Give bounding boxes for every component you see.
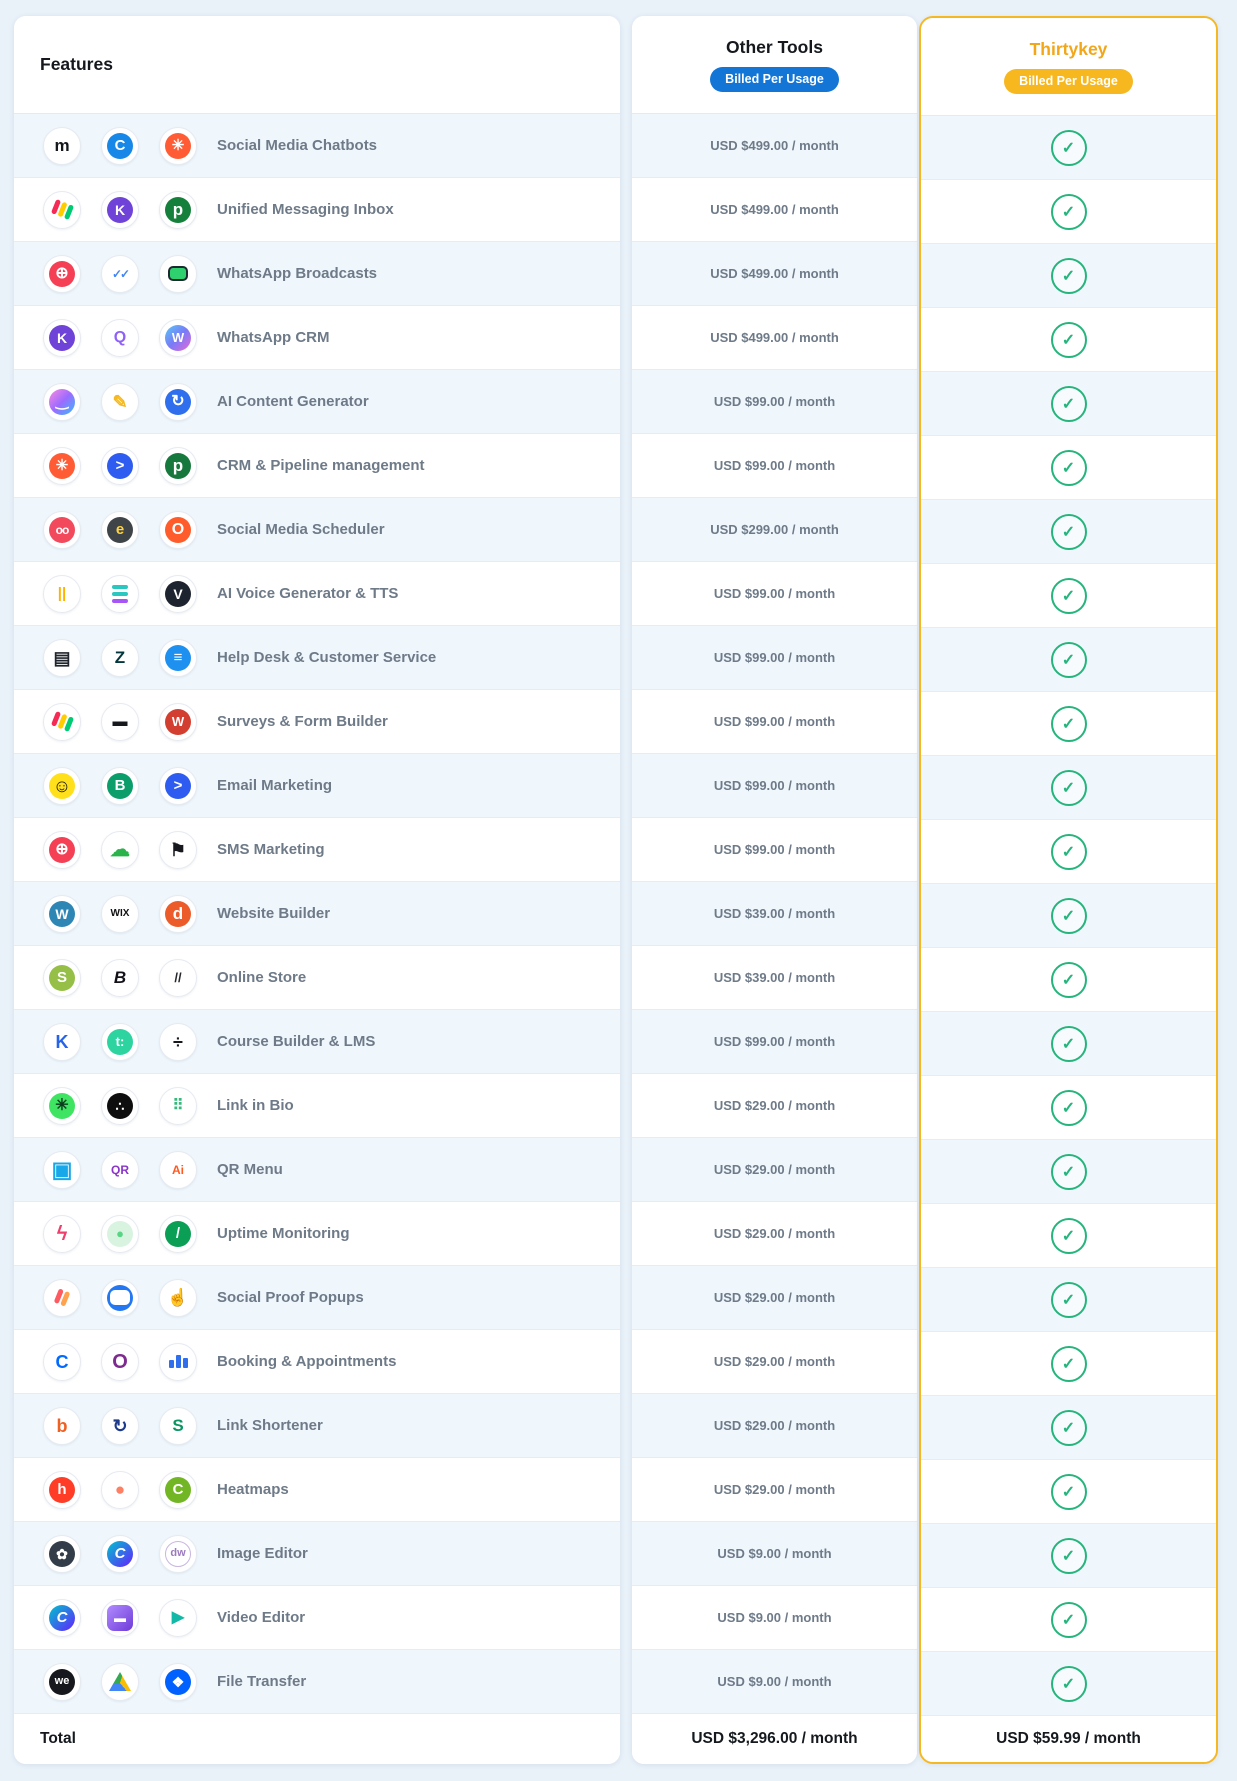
- app-icons: [43, 1087, 197, 1125]
- feature-row: [14, 114, 620, 178]
- other-tools-header: [632, 16, 917, 114]
- check-icon: ✓: [1051, 1666, 1087, 1702]
- price-value: USD $29.00 / month: [713, 1418, 836, 1433]
- manychat-icon: m: [43, 127, 81, 165]
- app-icons: [43, 255, 197, 293]
- included-row: [921, 692, 1216, 756]
- app-icons: [43, 959, 197, 997]
- feature-row: [14, 1522, 620, 1586]
- teachable-icon: t:: [101, 1023, 139, 1061]
- qualified-icon: Q: [101, 319, 139, 357]
- feature-label: Online Store: [217, 969, 307, 986]
- check-icon: ✓: [1051, 322, 1087, 358]
- feature-label: Social Media Scheduler: [217, 521, 385, 538]
- check-icon: ✓: [1051, 898, 1087, 934]
- qr-code-icon: QR: [101, 1151, 139, 1189]
- other-tools-billing-badge: Billed Per Usage: [710, 67, 839, 92]
- feature-row: [14, 434, 620, 498]
- dropbox-icon: ❖: [159, 1663, 197, 1701]
- feature-label: Video Editor: [217, 1609, 306, 1626]
- feature-row: [14, 242, 620, 306]
- chatfuel-icon: C: [101, 127, 139, 165]
- price-row: [632, 1394, 917, 1458]
- total-label: Total: [40, 1730, 76, 1747]
- check-icon: ✓: [1051, 578, 1087, 614]
- feature-row: [14, 1394, 620, 1458]
- feature-row: [14, 1202, 620, 1266]
- check-icon: ✓: [1051, 450, 1087, 486]
- fotor-icon: ✿: [43, 1535, 81, 1573]
- feature-row: [14, 498, 620, 562]
- price-value: USD $499.00 / month: [710, 266, 839, 281]
- price-row: [632, 626, 917, 690]
- price-row: [632, 1010, 917, 1074]
- price-row: [632, 1586, 917, 1650]
- feature-label: Social Media Chatbots: [217, 137, 378, 154]
- feature-row: [14, 818, 620, 882]
- whatsapp-bubble-icon: [159, 255, 197, 293]
- feature-label: File Transfer: [217, 1673, 307, 1690]
- included-row: [921, 1396, 1216, 1460]
- price-value: USD $29.00 / month: [713, 1162, 836, 1177]
- price-value: USD $29.00 / month: [713, 1226, 836, 1241]
- feature-label: Website Builder: [217, 905, 331, 922]
- lightning-bolt-icon: ϟ: [43, 1215, 81, 1253]
- included-row: [921, 244, 1216, 308]
- thirtykey-card: [919, 16, 1218, 1764]
- wix-icon: WIX: [101, 895, 139, 933]
- app-icons: [43, 1215, 197, 1253]
- check-icon: ✓: [1051, 1538, 1087, 1574]
- beacons-icon: ∴: [101, 1087, 139, 1125]
- price-row: [632, 1074, 917, 1138]
- features-rows: [14, 114, 620, 1714]
- kustomer-icon: K: [101, 191, 139, 229]
- included-row: [921, 1588, 1216, 1652]
- app-icons: [43, 575, 197, 613]
- feature-row: [14, 562, 620, 626]
- typeform-icon: ▬: [101, 703, 139, 741]
- included-row: [921, 180, 1216, 244]
- feature-label: Image Editor: [217, 1545, 308, 1562]
- feature-row: [14, 946, 620, 1010]
- wati-doublecheck-icon: ✓✓: [101, 255, 139, 293]
- included-row: [921, 308, 1216, 372]
- thirtykey-rows: [921, 116, 1216, 1716]
- price-value: USD $499.00 / month: [710, 138, 839, 153]
- feature-row: [14, 1010, 620, 1074]
- bigcommerce-icon: B: [101, 959, 139, 997]
- feature-label: Heatmaps: [217, 1481, 289, 1498]
- price-row: [632, 1138, 917, 1202]
- calendly-icon: C: [43, 1343, 81, 1381]
- app-icons: [43, 191, 197, 229]
- feature-label: Surveys & Form Builder: [217, 713, 388, 730]
- linktree-icon: ✳: [43, 1087, 81, 1125]
- app-icons: [43, 895, 197, 933]
- price-row: [632, 754, 917, 818]
- feature-row: [14, 370, 620, 434]
- feature-label: Link Shortener: [217, 1417, 323, 1434]
- feature-label: AI Voice Generator & TTS: [217, 585, 399, 602]
- price-row: [632, 370, 917, 434]
- check-icon: ✓: [1051, 962, 1087, 998]
- app-icons: [43, 1151, 197, 1189]
- podium-icon: p: [159, 191, 197, 229]
- total-row-other-tools: [632, 1714, 917, 1764]
- check-icon: ✓: [1051, 1410, 1087, 1446]
- app-icons: [43, 639, 197, 677]
- squarespace-icon: //: [159, 959, 197, 997]
- play-icon: ▶: [159, 1599, 197, 1637]
- check-icon: ✓: [1051, 1346, 1087, 1382]
- price-value: USD $299.00 / month: [710, 522, 839, 537]
- total-row-left: [14, 1714, 620, 1764]
- hotjar-icon: h: [43, 1471, 81, 1509]
- feature-label: AI Content Generator: [217, 393, 369, 410]
- app-icons: [43, 319, 197, 357]
- speechify-bars-icon: [101, 575, 139, 613]
- price-value: USD $29.00 / month: [713, 1482, 836, 1497]
- price-value: USD $99.00 / month: [713, 394, 836, 409]
- crazyegg-icon: ●: [101, 1471, 139, 1509]
- app-icons: [43, 1407, 197, 1445]
- fomo-icon: [43, 1279, 81, 1317]
- app-icons: [43, 1599, 197, 1637]
- price-row: [632, 1650, 917, 1714]
- feature-row: [14, 1330, 620, 1394]
- price-row: [632, 498, 917, 562]
- check-icon: ✓: [1051, 1218, 1087, 1254]
- check-icon: ✓: [1051, 642, 1087, 678]
- bitly-icon: b: [43, 1407, 81, 1445]
- price-row: [632, 434, 917, 498]
- check-icon: ✓: [1051, 770, 1087, 806]
- ai-qr-icon: Ai: [159, 1151, 197, 1189]
- price-value: USD $499.00 / month: [710, 330, 839, 345]
- helpscout-icon: ≡: [159, 639, 197, 677]
- feature-label: Booking & Appointments: [217, 1353, 397, 1370]
- zendesk-icon: Z: [101, 639, 139, 677]
- cloud-grid-icon: ☁: [101, 831, 139, 869]
- included-row: [921, 628, 1216, 692]
- price-row: [632, 1522, 917, 1586]
- included-row: [921, 756, 1216, 820]
- mailchimp-icon: ☺: [43, 767, 81, 805]
- check-icon: ✓: [1051, 834, 1087, 870]
- total-row-thirtykey: [921, 1716, 1216, 1762]
- price-value: USD $99.00 / month: [713, 1034, 836, 1049]
- check-icon: ✓: [1051, 1154, 1087, 1190]
- ai-refresh-icon: ↻: [159, 383, 197, 421]
- included-row: [921, 1140, 1216, 1204]
- slicktext-flag-icon: ⚑: [159, 831, 197, 869]
- price-row: [632, 818, 917, 882]
- rebrandly-icon: ↻: [101, 1407, 139, 1445]
- thirtykey-header: [921, 18, 1216, 116]
- app-icons: [43, 1279, 197, 1317]
- monday-icon: [43, 191, 81, 229]
- app-icons: [43, 1663, 197, 1701]
- voice-v-icon: V: [159, 575, 197, 613]
- price-value: USD $99.00 / month: [713, 586, 836, 601]
- feature-row: [14, 882, 620, 946]
- app-icons: [43, 831, 197, 869]
- thirtykey-billing-badge: Billed Per Usage: [1004, 69, 1133, 94]
- wufoo-icon: W: [159, 703, 197, 741]
- thirtykey-title: Thirtykey: [1029, 39, 1108, 60]
- feature-row: [14, 1266, 620, 1330]
- app-icons: [43, 511, 197, 549]
- included-row: [921, 884, 1216, 948]
- check-icon: ✓: [1051, 1026, 1087, 1062]
- ai-face-icon: ‿: [43, 383, 81, 421]
- price-value: USD $99.00 / month: [713, 650, 836, 665]
- activecampaign-icon: >: [101, 447, 139, 485]
- wordpress-icon: W: [43, 895, 81, 933]
- price-value: USD $9.00 / month: [717, 1546, 832, 1561]
- brevo-icon: B: [101, 767, 139, 805]
- price-value: USD $9.00 / month: [717, 1674, 832, 1689]
- thinkific-icon: ÷: [159, 1023, 197, 1061]
- feature-label: Email Marketing: [217, 777, 333, 794]
- check-icon: ✓: [1051, 258, 1087, 294]
- acuity-donut-icon: O: [101, 1343, 139, 1381]
- feature-label: Help Desk & Customer Service: [217, 649, 437, 666]
- other-tools-total: USD $3,296.00 / month: [691, 1730, 858, 1747]
- check-icon: ✓: [1051, 1474, 1087, 1510]
- check-icon: ✓: [1051, 514, 1087, 550]
- feature-row: [14, 178, 620, 242]
- feature-label: Uptime Monitoring: [217, 1225, 350, 1242]
- included-row: [921, 500, 1216, 564]
- other-tools-rows: [632, 114, 917, 1714]
- feature-row: [14, 306, 620, 370]
- app-icons: [43, 1023, 197, 1061]
- scheduler-o-icon: O: [159, 511, 197, 549]
- green-dot-icon: ●: [101, 1215, 139, 1253]
- pixel-l-icon: ⠿: [159, 1087, 197, 1125]
- included-row: [921, 1524, 1216, 1588]
- feature-row: [14, 626, 620, 690]
- price-row: [632, 946, 917, 1010]
- feature-label: SMS Marketing: [217, 841, 325, 858]
- deskpro-icon: ▤: [43, 639, 81, 677]
- included-row: [921, 820, 1216, 884]
- price-row: [632, 690, 917, 754]
- price-value: USD $99.00 / month: [713, 458, 836, 473]
- meetedgar-bee-icon: e: [101, 511, 139, 549]
- price-value: USD $99.00 / month: [713, 842, 836, 857]
- app-icons: [43, 1535, 197, 1573]
- price-row: [632, 562, 917, 626]
- feature-row: [14, 1458, 620, 1522]
- proof-bubble-icon: [101, 1279, 139, 1317]
- price-row: [632, 1458, 917, 1522]
- features-title: Features: [40, 54, 113, 74]
- feature-label: Social Proof Popups: [217, 1289, 364, 1306]
- feature-label: WhatsApp CRM: [217, 329, 330, 346]
- included-row: [921, 1652, 1216, 1716]
- included-row: [921, 116, 1216, 180]
- price-value: USD $29.00 / month: [713, 1354, 836, 1369]
- wetransfer-icon: we: [43, 1663, 81, 1701]
- other-tools-card: [632, 16, 917, 1764]
- price-row: [632, 178, 917, 242]
- price-row: [632, 1266, 917, 1330]
- pipedrive-icon: p: [159, 447, 197, 485]
- included-row: [921, 1012, 1216, 1076]
- app-icons: [43, 703, 197, 741]
- feature-row: [14, 1074, 620, 1138]
- capturly-icon: C: [159, 1471, 197, 1509]
- features-header: [14, 16, 620, 114]
- thirtykey-total: USD $59.99 / month: [996, 1730, 1141, 1747]
- feature-row: [14, 1650, 620, 1714]
- price-value: USD $29.00 / month: [713, 1098, 836, 1113]
- activecampaign-icon: >: [159, 767, 197, 805]
- app-icons: [43, 767, 197, 805]
- included-row: [921, 948, 1216, 1012]
- red-dial-icon: ⊕: [43, 831, 81, 869]
- check-icon: ✓: [1051, 1090, 1087, 1126]
- price-value: USD $99.00 / month: [713, 714, 836, 729]
- price-value: USD $39.00 / month: [713, 970, 836, 985]
- check-icon: ✓: [1051, 706, 1087, 742]
- designwizard-icon: dw: [159, 1535, 197, 1573]
- clipchamp-icon: ▬: [101, 1599, 139, 1637]
- feature-row: [14, 690, 620, 754]
- included-row: [921, 1460, 1216, 1524]
- booking-chart-icon: [159, 1343, 197, 1381]
- price-row: [632, 1330, 917, 1394]
- price-row: [632, 1202, 917, 1266]
- check-icon: ✓: [1051, 194, 1087, 230]
- googledrive-icon: [101, 1663, 139, 1701]
- canva-icon: C: [43, 1599, 81, 1637]
- price-value: USD $9.00 / month: [717, 1610, 832, 1625]
- hubspot-icon: ✳: [159, 127, 197, 165]
- app-icons: [43, 447, 197, 485]
- hootsuite-owl-icon: oo: [43, 511, 81, 549]
- price-value: USD $39.00 / month: [713, 906, 836, 921]
- feature-label: Unified Messaging Inbox: [217, 201, 394, 218]
- included-row: [921, 1076, 1216, 1140]
- kajabi-icon: K: [43, 1023, 81, 1061]
- feature-label: Course Builder & LMS: [217, 1033, 376, 1050]
- price-value: USD $499.00 / month: [710, 202, 839, 217]
- writer-hand-icon: ✎: [101, 383, 139, 421]
- duda-icon: d: [159, 895, 197, 933]
- included-row: [921, 436, 1216, 500]
- included-row: [921, 1268, 1216, 1332]
- murf-bars-icon: ||: [43, 575, 81, 613]
- short-io-icon: S: [159, 1407, 197, 1445]
- price-row: [632, 114, 917, 178]
- weave-gradient-icon: W: [159, 319, 197, 357]
- features-card: [14, 16, 620, 1764]
- flowcode-icon: ▣: [43, 1151, 81, 1189]
- statuscake-icon: /: [159, 1215, 197, 1253]
- check-icon: ✓: [1051, 1282, 1087, 1318]
- feature-row: [14, 754, 620, 818]
- canva-icon: C: [101, 1535, 139, 1573]
- price-row: [632, 242, 917, 306]
- check-icon: ✓: [1051, 130, 1087, 166]
- price-value: USD $99.00 / month: [713, 778, 836, 793]
- check-icon: ✓: [1051, 386, 1087, 422]
- feature-label: CRM & Pipeline management: [217, 457, 425, 474]
- app-icons: [43, 1343, 197, 1381]
- app-icons: [43, 1471, 197, 1509]
- feature-label: WhatsApp Broadcasts: [217, 265, 378, 282]
- feature-row: [14, 1138, 620, 1202]
- included-row: [921, 564, 1216, 628]
- hubspot-icon: ✳: [43, 447, 81, 485]
- price-row: [632, 306, 917, 370]
- kustomer-icon: K: [43, 319, 81, 357]
- app-icons: [43, 383, 197, 421]
- red-dial-icon: ⊕: [43, 255, 81, 293]
- other-tools-title: Other Tools: [726, 37, 823, 58]
- feature-label: QR Menu: [217, 1161, 283, 1178]
- monday-icon: [43, 703, 81, 741]
- included-row: [921, 372, 1216, 436]
- check-icon: ✓: [1051, 1602, 1087, 1638]
- feature-row: [14, 1586, 620, 1650]
- price-row: [632, 882, 917, 946]
- included-row: [921, 1204, 1216, 1268]
- price-value: USD $29.00 / month: [713, 1290, 836, 1305]
- app-icons: [43, 127, 197, 165]
- included-row: [921, 1332, 1216, 1396]
- thumbs-up-icon: ☝: [159, 1279, 197, 1317]
- shopify-icon: S: [43, 959, 81, 997]
- feature-label: Link in Bio: [217, 1097, 294, 1114]
